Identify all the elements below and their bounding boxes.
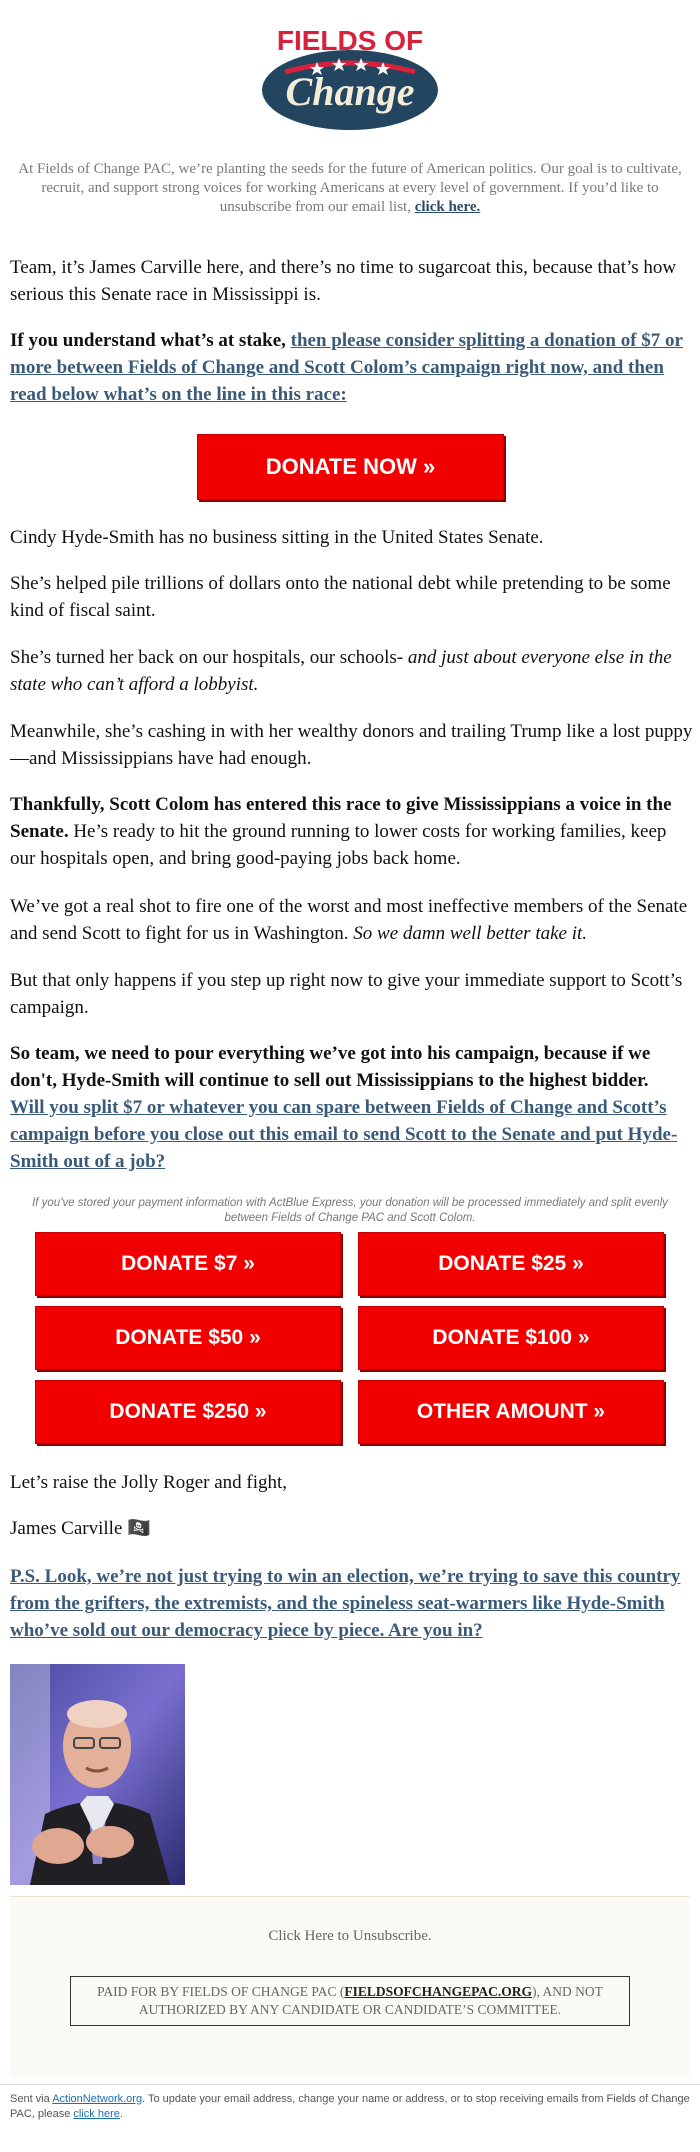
ps-link[interactable]: P.S. Look, we’re not just trying to win an election, we’re trying to save this country from the grifters, the extremists, and the spineless seat-warmers like Hyde-Smith who’ve sold out our democracy piece by piece. Are you in? [10, 1566, 681, 1641]
other-amount-button[interactable]: OTHER AMOUNT » [358, 1380, 664, 1444]
sent-pre: Sent via [10, 2093, 50, 2105]
p5-italic: and just about everyone else in the state who can’t afford a lobbyist. [10, 647, 672, 695]
paragraph-1: Team, it’s James Carville here, and there’s no time to sugarcoat this, because that’s how serious this Senate race in Mississippi is. [10, 257, 677, 305]
james-carville-photo [10, 1664, 185, 1885]
p5-plain: She’s turned her back on our hospitals, our schools- [10, 647, 404, 668]
p7-plain: He’s ready to hit the ground running to lower costs for working families, keep our hospitals open, and bring good-paying jobs back home. [10, 821, 667, 869]
signature [10, 1515, 695, 1542]
paragraph-9: But that only happens if you step up right now to give your immediate support to Scott’s campaign. [10, 970, 683, 1018]
donate-7-button[interactable]: DONATE $7 » [35, 1232, 341, 1296]
paragraph-ps [10, 1563, 695, 1644]
donate-250-button[interactable]: DONATE $250 » [35, 1380, 341, 1444]
donate-100-button[interactable]: DONATE $100 » [358, 1306, 664, 1370]
sent-via-note [10, 2092, 695, 2122]
paragraph-10 [10, 1040, 695, 1175]
intro-text [10, 160, 690, 217]
p7-bold: Thankfully, Scott Colom has entered this race to give Mississippians a voice in the Senate. [10, 794, 672, 842]
p10-bold: So team, we need to pour everything we’ve got into his campaign, because if we don't, Hyde-Smith will continue to sell out Mississippians to the highest bidder. [10, 1043, 651, 1091]
logo-line1: FIELDS OF [276, 25, 424, 56]
actionnetwork-link[interactable]: ActionNetwork.org [52, 2093, 143, 2105]
paragraph-5 [10, 644, 695, 698]
stake-bold: If you understand what’s at stake, [10, 330, 286, 351]
pac-website-link[interactable]: FIELDSOFCHANGEPAC.ORG [344, 1984, 532, 1999]
paid-for-disclaimer [70, 1976, 630, 2026]
paragraph-7 [10, 791, 695, 872]
paragraph-3: Cindy Hyde-Smith has no business sitting in the United States Senate. [10, 527, 544, 548]
unsubscribe-link[interactable]: click here. [414, 199, 481, 215]
paragraph-4: She’s helped pile trillions of dollars onto the national debt while pretending to be some kind of fiscal saint. [10, 573, 671, 621]
closing-line: Let’s raise the Jolly Roger and fight, [10, 1472, 288, 1493]
donate-50-button[interactable]: DONATE $50 » [35, 1306, 341, 1370]
intro-body: At Fields of Change PAC, we’re planting the seeds for the future of American politics. Our goal is to cultivate, recruit, and support strong voices for working Americans at every level of government. If you’d like to unsubscribe from our email list, [18, 161, 682, 215]
sent-mid: . To update your email address, change your name or address, or to stop receiving emails from Fields of Change PAC, please [10, 2093, 690, 2120]
paragraph-8 [10, 893, 695, 947]
paragraph-2 [10, 327, 695, 408]
actblue-note: If you've stored your payment information with ActBlue Express, your donation will be processed immediately and split evenly between Fields of Change PAC and Scott Colom. [32, 1197, 668, 1224]
p8-plain: We’ve got a real shot to fire one of the worst and most ineffective members of the Senate and send Scott to fight for us in Washington. [10, 896, 688, 944]
fields-of-change-logo[interactable] [255, 20, 445, 132]
paid-post: ), AND NOT AUTHORIZED BY ANY CANDIDATE OR CANDIDATE’S COMMITTEE. [138, 1984, 603, 2017]
manage-email-link[interactable]: click here [73, 2108, 120, 2120]
donate-now-button[interactable]: DONATE NOW » [197, 434, 504, 500]
paid-pre: PAID FOR BY FIELDS OF CHANGE PAC ( [97, 1984, 345, 1999]
donate-split-link[interactable]: then please consider splitting a donation of $7 or more between Fields of Change and Scott Colom’s campaign right now, and then read below what’s on the line in this race: [10, 330, 683, 405]
donate-25-button[interactable]: DONATE $25 » [358, 1232, 664, 1296]
sent-end: . [119, 2108, 123, 2120]
p8-italic: So we damn well better take it. [353, 923, 588, 944]
signature-name: James Carville [10, 1518, 123, 1539]
logo-line2: Change [285, 69, 415, 114]
unsubscribe-footer-link[interactable]: Click Here to Unsubscribe. [268, 1928, 432, 1944]
paragraph-6: Meanwhile, she’s cashing in with her wealthy donors and trailing Trump like a lost puppy—and Mississippians have had enough. [10, 721, 693, 769]
footer-divider [0, 2084, 700, 2085]
split-seven-link[interactable]: Will you split $7 or whatever you can spare between Fields of Change and Scott’s campaign before you close out this email to send Scott to the Senate and put Hyde-Smith out of a job? [10, 1097, 678, 1172]
pirate-flag-icon: 🏴‍☠️ [127, 1518, 151, 1539]
